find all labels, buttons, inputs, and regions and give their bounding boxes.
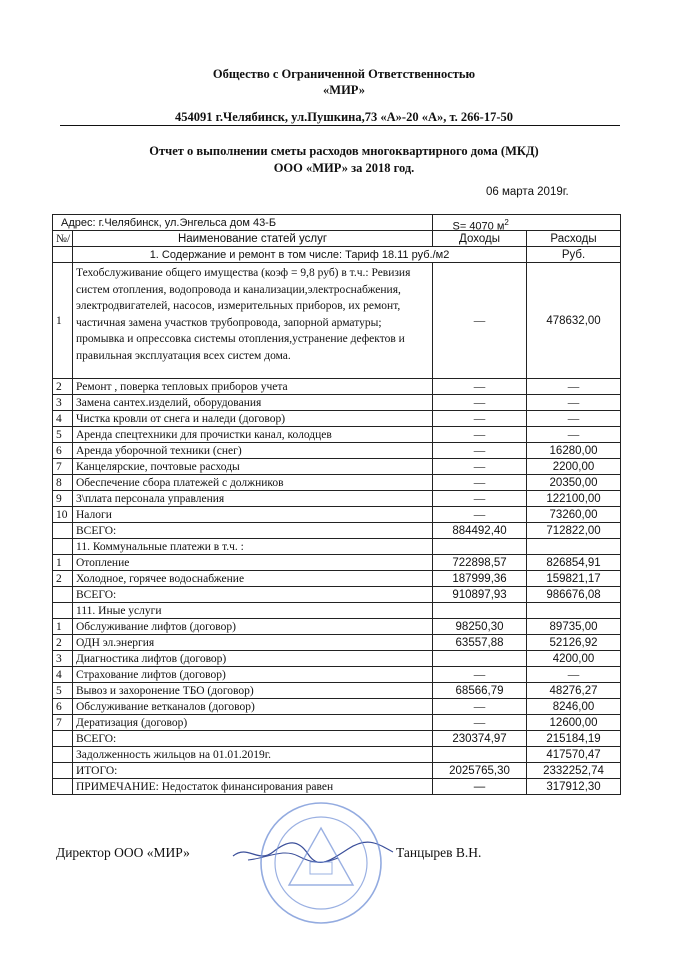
- expense-value: 20350,00: [527, 475, 621, 491]
- total-expense: 2332252,74: [527, 763, 621, 779]
- row-number-empty: [53, 603, 73, 619]
- section-1-row: [53, 427, 621, 443]
- col-expense-header: Расходы: [527, 231, 621, 247]
- row-number-empty: [53, 523, 73, 539]
- total-expense: 986676,08: [527, 587, 621, 603]
- row-number: 1: [53, 263, 73, 379]
- income-value: —: [433, 491, 527, 507]
- section-3-row: [53, 635, 621, 651]
- org-address: 454091 г.Челябинск, ул.Пушкина,73 «А»-20 «А», т. 266-17-50: [175, 110, 513, 124]
- col-name-header: Наименование статей услуг: [73, 231, 433, 247]
- service-name: Обеспечение сбора платежей с должников: [73, 475, 433, 491]
- expense-value: 52126,92: [527, 635, 621, 651]
- section-3-row: [53, 619, 621, 635]
- total-expense: 712822,00: [527, 523, 621, 539]
- expense-value: 2200,00: [527, 459, 621, 475]
- service-name: Чистка кровли от снега и наледи (договор): [73, 411, 433, 427]
- section-3-row: [53, 667, 621, 683]
- income-value: —: [433, 667, 527, 683]
- service-name: Техобслуживание общего имущества (коэф = 9,8 руб) в т.ч.: Ревизия систем отопления, водопровода и канализации,электроснабжения, электродвигателей, насосов, измерительных приборов, их ремонт, частичная замена участков трубопровода, запорной арматуры; промывка и опрессовка системы отопления,устранение дефектов и правильная эксплуатация всех систем дома.: [73, 263, 433, 379]
- expense-value: 8246,00: [527, 699, 621, 715]
- service-name: Обслуживание лифтов (договор): [73, 619, 433, 635]
- income-value: —: [433, 475, 527, 491]
- section-1-title-row: [53, 247, 621, 263]
- section-3-title-row: [53, 603, 621, 619]
- debt-row: [53, 747, 621, 763]
- director-name: Танцырев В.Н.: [396, 845, 482, 860]
- section-title: 11. Коммунальные платежи в т.ч. :: [73, 539, 433, 555]
- section-1-row: [53, 443, 621, 459]
- service-name: Налоги: [73, 507, 433, 523]
- row-number-empty: [53, 587, 73, 603]
- section-2-title-row: [53, 539, 621, 555]
- empty-cell: [433, 539, 527, 555]
- income-value: 722898,57: [433, 555, 527, 571]
- service-name: Отопление: [73, 555, 433, 571]
- row-number: 5: [53, 427, 73, 443]
- expense-value: —: [527, 395, 621, 411]
- row-number: 4: [53, 667, 73, 683]
- service-name: Канцелярские, почтовые расходы: [73, 459, 433, 475]
- section-2-row: [53, 555, 621, 571]
- total-label: Задолженность жильцов на 01.01.2019г.: [73, 747, 433, 763]
- expense-value: 73260,00: [527, 507, 621, 523]
- section-3-row: [53, 651, 621, 667]
- service-name: Аренда уборочной техники (снег): [73, 443, 433, 459]
- service-name: Страхование лифтов (договор): [73, 667, 433, 683]
- expense-value: —: [527, 411, 621, 427]
- service-name: Замена сантех.изделий, оборудования: [73, 395, 433, 411]
- row-number: 7: [53, 459, 73, 475]
- income-value: —: [433, 715, 527, 731]
- service-name: Ремонт , поверка тепловых приборов учета: [73, 379, 433, 395]
- row-number-empty: [53, 539, 73, 555]
- total-label: ПРИМЕЧАНИЕ: Недостаток финансирования равен: [73, 779, 433, 795]
- expense-value: 159821,17: [527, 571, 621, 587]
- income-value: 68566,79: [433, 683, 527, 699]
- service-name: З\плата персонала управления: [73, 491, 433, 507]
- service-name: Дератизация (договор): [73, 715, 433, 731]
- report-title: [0, 143, 688, 177]
- row-number: 2: [53, 571, 73, 587]
- company-seal: [258, 800, 384, 926]
- row-number: 2: [53, 379, 73, 395]
- col-income-header: Доходы: [433, 231, 527, 247]
- expense-value: 48276,27: [527, 683, 621, 699]
- service-name: ОДН эл.энергия: [73, 635, 433, 651]
- expense-value: 4200,00: [527, 651, 621, 667]
- report-date: 06 марта 2019г.: [486, 186, 569, 198]
- row-number: 7: [53, 715, 73, 731]
- total-income: 2025765,30: [433, 763, 527, 779]
- income-value: —: [433, 427, 527, 443]
- income-value: —: [433, 263, 527, 379]
- section-unit: Руб.: [527, 247, 621, 263]
- section-3-row: [53, 715, 621, 731]
- section-3-total-row: [53, 731, 621, 747]
- column-header-row: [53, 231, 621, 247]
- total-label: ИТОГО:: [73, 763, 433, 779]
- income-value: —: [433, 507, 527, 523]
- row-number: 1: [53, 619, 73, 635]
- expense-value: 478632,00: [527, 263, 621, 379]
- row-number: 2: [53, 635, 73, 651]
- row-number: 9: [53, 491, 73, 507]
- section-1-row: [53, 507, 621, 523]
- address-row: Адрес: г.Челябинск, ул.Энгельса дом 43-Б S= 4070 $м^2$: [53, 215, 621, 231]
- report-title-line-1: Отчет о выполнении сметы расходов многоквартирного дома (МКД): [149, 144, 539, 158]
- section-2-total-row: [53, 587, 621, 603]
- total-income: 910897,93: [433, 587, 527, 603]
- service-name: Аренда спецтехники для прочистки канал, колодцев: [73, 427, 433, 443]
- section-1-total-row: [53, 523, 621, 539]
- empty-cell: [527, 539, 621, 555]
- row-number: 8: [53, 475, 73, 491]
- row-number: 3: [53, 395, 73, 411]
- row-number-empty: [53, 731, 73, 747]
- row-number: 3: [53, 651, 73, 667]
- expense-value: —: [527, 427, 621, 443]
- total-expense: 215184,19: [527, 731, 621, 747]
- total-income: —: [433, 779, 527, 795]
- row-number-empty: [53, 779, 73, 795]
- section-title: 1. Содержание и ремонт в том числе: Тариф 18.11 руб./м2: [73, 247, 527, 263]
- total-expense: 417570,47: [527, 747, 621, 763]
- expense-value: 12600,00: [527, 715, 621, 731]
- income-value: 98250,30: [433, 619, 527, 635]
- section-1-row: [53, 263, 621, 379]
- section-1-row: [53, 411, 621, 427]
- section-1-row: [53, 379, 621, 395]
- building-address: Адрес: г.Челябинск, ул.Энгельса дом 43-Б: [61, 216, 277, 229]
- service-name: Диагностика лифтов (договор): [73, 651, 433, 667]
- col-number-header: №/: [53, 231, 73, 247]
- section-2-row: [53, 571, 621, 587]
- report-title-line-2: ООО «МИР» за 2018 год.: [273, 161, 415, 175]
- income-value: —: [433, 443, 527, 459]
- expense-value: 122100,00: [527, 491, 621, 507]
- expense-value: —: [527, 667, 621, 683]
- director-title: Директор ООО «МИР»: [56, 845, 190, 860]
- service-name: Холодное, горячее водоснабжение: [73, 571, 433, 587]
- income-value: —: [433, 459, 527, 475]
- row-number: 5: [53, 683, 73, 699]
- income-value: [433, 651, 527, 667]
- row-number-empty: [53, 247, 73, 263]
- expense-value: 89735,00: [527, 619, 621, 635]
- income-value: —: [433, 411, 527, 427]
- grand-total-row: [53, 763, 621, 779]
- total-income: 230374,97: [433, 731, 527, 747]
- section-3-row: [53, 699, 621, 715]
- header-rule: [60, 125, 620, 126]
- total-expense: 317912,30: [527, 779, 621, 795]
- total-label: ВСЕГО:: [73, 523, 433, 539]
- row-number: 1: [53, 555, 73, 571]
- total-income: [433, 747, 527, 763]
- org-line-2: «МИР»: [323, 83, 365, 97]
- org-name: [0, 66, 688, 98]
- section-1-row: [53, 475, 621, 491]
- empty-cell: [433, 603, 527, 619]
- service-name: Вывоз и захоронение ТБО (договор): [73, 683, 433, 699]
- section-3-row: [53, 683, 621, 699]
- expense-report-table: [52, 214, 621, 795]
- income-value: —: [433, 379, 527, 395]
- income-value: 187999,36: [433, 571, 527, 587]
- total-income: 884492,40: [433, 523, 527, 539]
- org-line-1: Общество с Ограниченной Ответственностью: [212, 67, 476, 81]
- expense-value: —: [527, 379, 621, 395]
- income-value: 63557,88: [433, 635, 527, 651]
- row-number: 4: [53, 411, 73, 427]
- section-title: 111. Иные услуги: [73, 603, 433, 619]
- expense-value: 16280,00: [527, 443, 621, 459]
- row-number-empty: [53, 747, 73, 763]
- empty-cell: [527, 603, 621, 619]
- income-value: —: [433, 699, 527, 715]
- section-1-row: [53, 459, 621, 475]
- row-number: 6: [53, 443, 73, 459]
- row-number: 6: [53, 699, 73, 715]
- income-value: —: [433, 395, 527, 411]
- row-number-empty: [53, 763, 73, 779]
- section-1-row: [53, 491, 621, 507]
- note-row: [53, 779, 621, 795]
- service-name: Обслуживание ветканалов (договор): [73, 699, 433, 715]
- total-label: ВСЕГО:: [73, 587, 433, 603]
- total-label: ВСЕГО:: [73, 731, 433, 747]
- row-number: 10: [53, 507, 73, 523]
- section-1-row: [53, 395, 621, 411]
- expense-value: 826854,91: [527, 555, 621, 571]
